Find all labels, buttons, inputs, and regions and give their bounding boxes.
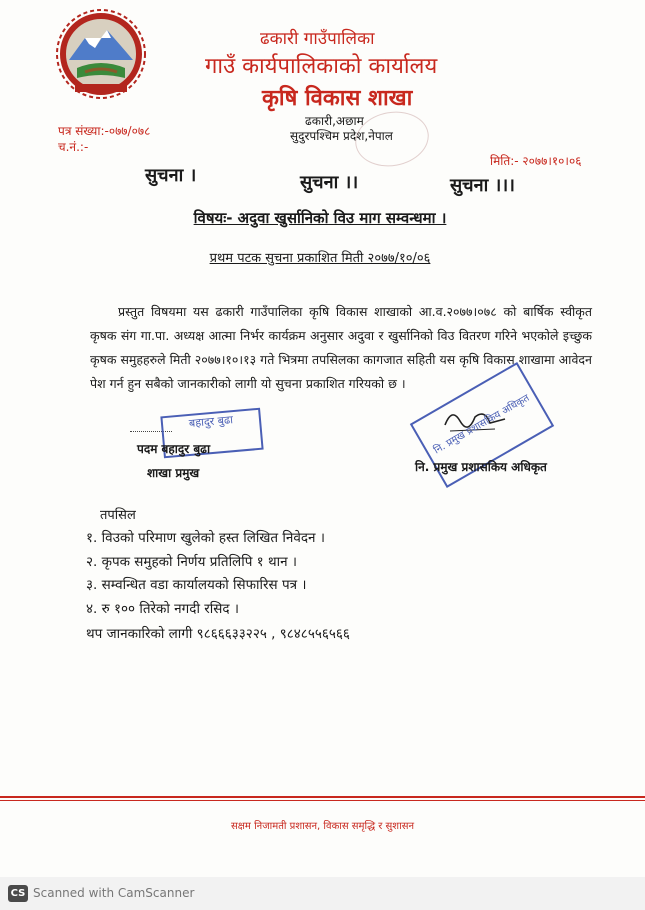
- list-item: १. विउको परिमाण खुलेको हस्त लिखित निवेदन ।: [86, 530, 325, 546]
- officer-title: नि. प्रमुख प्रशासकिय अधिकृत: [415, 460, 547, 474]
- branch-chief-name: पदम बहादुर बुढा: [137, 442, 211, 456]
- address-line1: ढकारी,अछाम: [305, 114, 364, 128]
- scanner-watermark-text: Scanned with CamScanner: [33, 886, 195, 900]
- municipality-name: ढकारी गाउँपालिका: [260, 29, 375, 49]
- published-date-line: प्रथम पटक सुचना प्रकाशित मिती २०७७/१०/०६: [209, 251, 431, 266]
- list-item: ४. रु १०० तिरेको नगदी रसिद ।: [86, 600, 239, 617]
- footer-motto: सक्षम निजामती प्रशासन, विकास समृद्धि र सुशासन: [230, 821, 415, 832]
- notice-heading-3: सुचना ।।।: [450, 175, 515, 196]
- branch-chief-title: शाखा प्रमुख: [147, 466, 200, 480]
- office-name: गाउँ कार्यपालिकाको कार्यालय: [205, 54, 438, 79]
- stamp-right-text: नि. प्रमुख प्रशासकिय अधिकृत: [432, 392, 532, 457]
- stamp-left-text: बहादुर बुढा: [188, 413, 234, 430]
- notice-body: प्रस्तुत विषयमा यस ढकारी गाउँपालिका कृषि विकास शाखाको आ.व.२०७७।०७८ को बार्षिक स्वीकृत कृषक संग गा.पा. अध्यक्ष आत्मा निर्भर कार्यक्रम अनुसार अदुवा र खुर्सानिको विउ वितरण गरिने भएकोले इच्छुक कृषक समुहहरुले मिती २०७७।१०।१३ गते भित्रमा तपसिलका कागजात सहिती यस कृषि विकास शाखामा आवेदन पेश गर्न हुन सबैको जानकारीको लागी यो सुचना प्रकाशित गरियको छ ।: [90, 304, 592, 391]
- reference-number: पत्र संख्या:-०७७/०७८: [58, 124, 151, 138]
- nepal-emblem-icon: [55, 8, 147, 100]
- branch-name: कृषि विकास शाखा: [262, 86, 413, 111]
- letter-date: मिति:- २०७७।१०।०६: [490, 154, 582, 168]
- list-item: ३. सम्वन्धित वडा कार्यालयको सिफारिस पत्र ।: [86, 577, 307, 593]
- dispatch-number: च.नं.:-: [58, 140, 89, 154]
- subject-line: विषयः- अदुवा खुर्सानिको विउ माग सम्वन्धमा ।: [193, 209, 447, 227]
- camscanner-logo-icon: CS: [8, 885, 28, 902]
- footer-divider-thin: [0, 800, 645, 801]
- address-line2: सुदुरपश्चिम प्रदेश,नेपाल: [290, 129, 393, 143]
- footer-divider: [0, 796, 645, 798]
- list-item: २. कृपक समुहको निर्णय प्रतिलिपि १ थान ।: [86, 553, 298, 570]
- attachments-label: तपसिल: [100, 508, 136, 523]
- contact-info: थप जानकारिको लागी ९८६६६३३२२५ , ९८४८५५६५६६: [86, 626, 350, 642]
- notice-heading-2: सुचना ।।: [300, 172, 359, 193]
- attachments-list: [86, 528, 325, 622]
- notice-heading-1: सुचना ।: [145, 165, 197, 186]
